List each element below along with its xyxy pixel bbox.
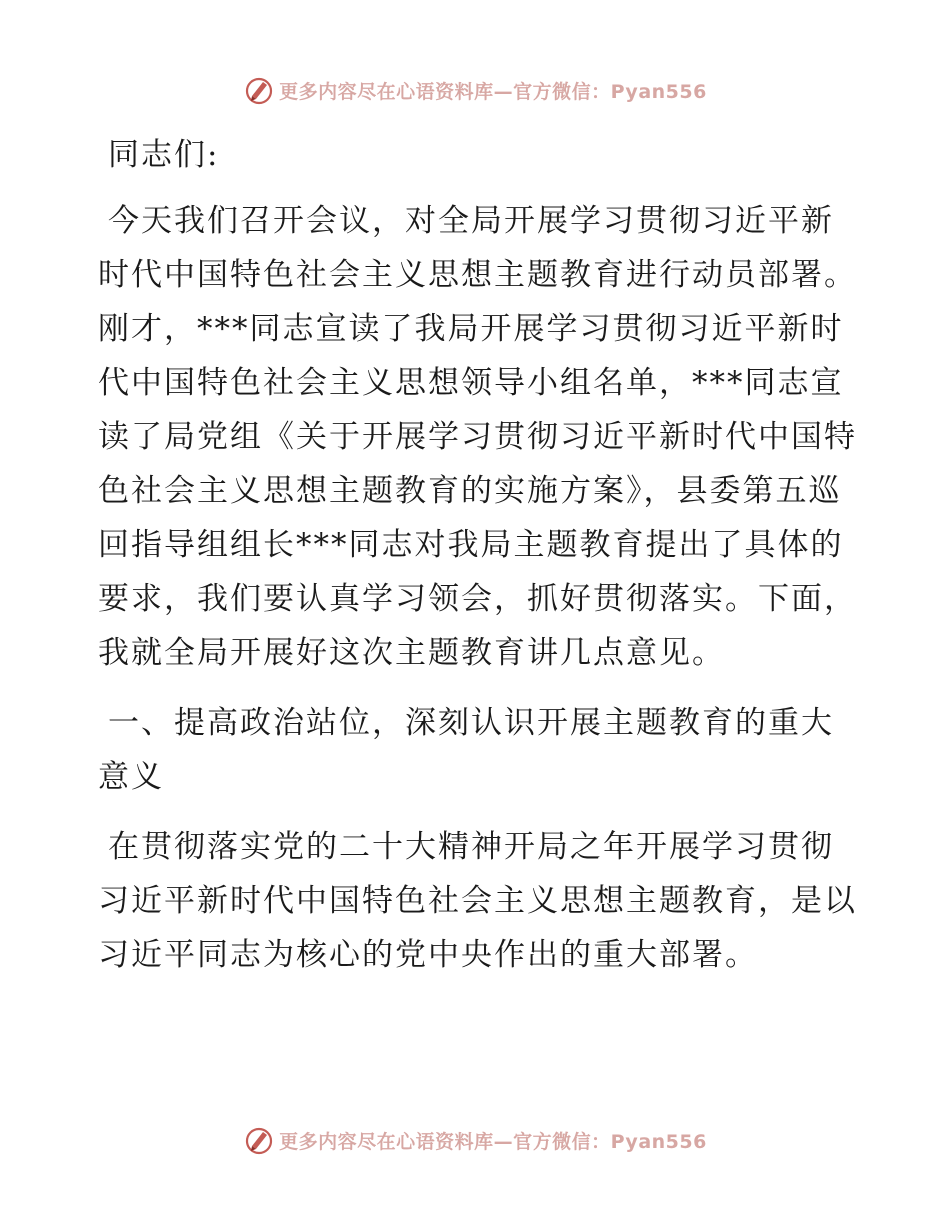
document-body <box>98 128 858 982</box>
watermark-text: 更多内容尽在心语资料库—官方微信：Pyan556 <box>279 80 707 103</box>
pen-circle-logo-icon <box>243 74 275 106</box>
watermark-group <box>243 74 707 106</box>
watermark-group <box>243 1124 707 1156</box>
footer-watermark <box>0 1120 950 1160</box>
paragraph: 在贯彻落实党的二十大精神开局之年开展学习贯彻习近平新时代中国特色社会主义思想主题教育，是以习近平同志为核心的党中央作出的重大部署。 <box>98 829 857 973</box>
paragraph: 今天我们召开会议，对全局开展学习贯彻习近平新时代中国特色社会主义思想主题教育进行动员部署。刚才，***同志宣读了我局开展学习贯彻习近平新时代中国特色社会主义思想领导小组名单，***同志宣读了局党组《关于开展学习贯彻习近平新时代中国特色社会主义思想主题教育的实施方案》，县委第五巡回指导组组长***同志对我局主题教育提出了具体的要求，我们要认真学习领会，抓好贯彻落实。下面，我就全局开展好这次主题教育讲几点意见。 <box>98 203 857 671</box>
greeting: 同志们: <box>108 137 220 173</box>
watermark-text: 更多内容尽在心语资料库—官方微信：Pyan556 <box>279 1130 707 1153</box>
pen-circle-logo-icon <box>243 1124 275 1156</box>
section-heading: 一、提高政治站位，深刻认识开展主题教育的重大意义 <box>98 705 834 795</box>
header-watermark <box>0 70 950 110</box>
